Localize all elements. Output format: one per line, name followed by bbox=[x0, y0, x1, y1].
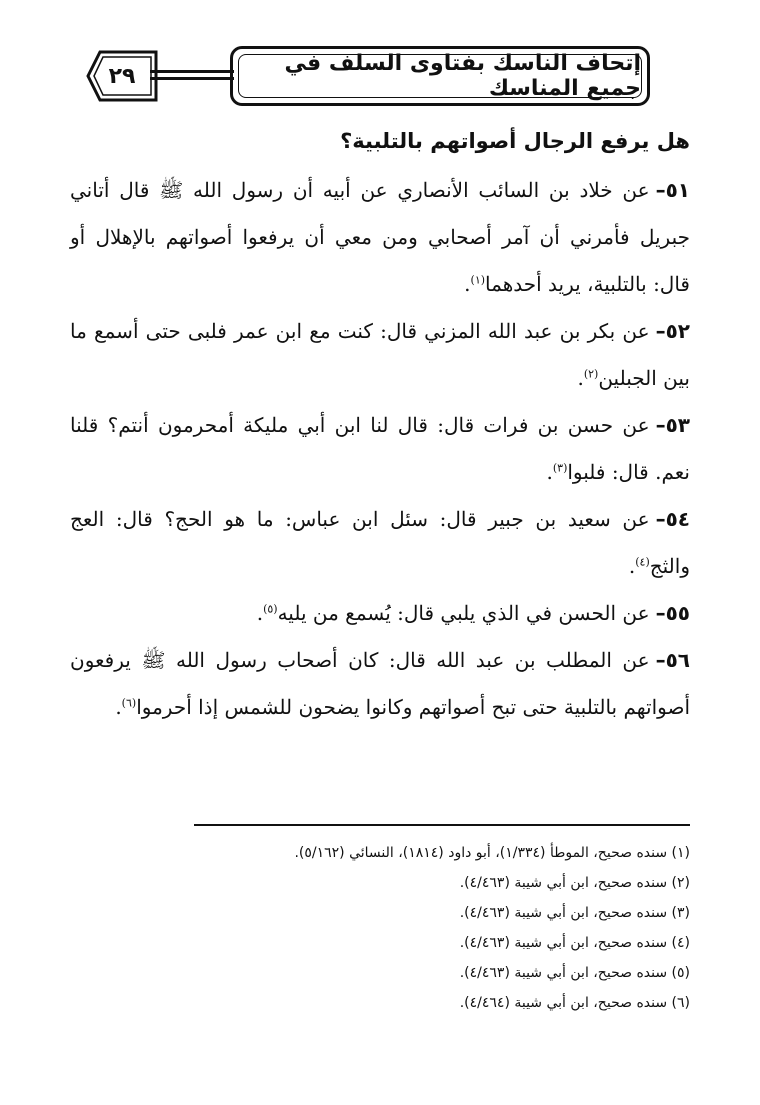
page-header bbox=[78, 46, 650, 112]
footnote-item: (٥) سنده صحيح، ابن أبي شيبة (٤/٤٦٣). bbox=[459, 965, 690, 981]
narration-text: عن حسن بن فرات قال: قال لنا ابن أبي مليكة أمحرمون أنتم؟ قلنا نعم. قال: فلبوا bbox=[70, 413, 690, 484]
footnote-reference[interactable]: (٥) bbox=[263, 602, 278, 616]
header-connector bbox=[150, 70, 234, 80]
footnote-divider bbox=[194, 824, 690, 826]
footnote-item: (٣) سنده صحيح، ابن أبي شيبة (٤/٤٦٣). bbox=[459, 905, 690, 921]
page-number: ٢٩ bbox=[108, 63, 136, 89]
narration-number: ٥٤– bbox=[655, 507, 690, 531]
narration-number: ٥٣– bbox=[655, 413, 690, 437]
narrations-list bbox=[70, 167, 690, 731]
book-title: إتحاف الناسك بفتاوى السلف في جميع المناسك bbox=[238, 54, 642, 98]
narration-text: عن المطلب بن عبد الله قال: كان أصحاب رسول الله ﷺ يرفعون أصواتهم بالتلبية حتى تبح أصواتهم وكانوا يضحون للشمس إذا أحرموا bbox=[70, 648, 690, 719]
footnote-reference[interactable]: (٣) bbox=[552, 461, 568, 475]
footnote-item: (٤) سنده صحيح، ابن أبي شيبة (٤/٤٦٣). bbox=[459, 935, 690, 951]
section-heading: هل يرفع الرجال أصواتهم بالتلبية؟ bbox=[340, 129, 690, 153]
footnote-item: (٢) سنده صحيح، ابن أبي شيبة (٤/٤٦٣). bbox=[459, 875, 690, 891]
footnote-reference[interactable]: (٦) bbox=[121, 696, 137, 710]
narration-number: ٥٥– bbox=[655, 601, 690, 625]
footnote-reference[interactable]: (٢) bbox=[583, 367, 599, 381]
narration-item: ٥٥–عن الحسن في الذي يلبي قال: يُسمع من يليه$^{(٥)}$. bbox=[256, 601, 690, 625]
footnotes bbox=[70, 838, 690, 1018]
main-text bbox=[70, 118, 690, 731]
narration-number: ٥٦– bbox=[655, 648, 690, 672]
narration-number: ٥٢– bbox=[655, 319, 690, 343]
narration-text: عن بكر بن عبد الله المزني قال: كنت مع ابن عمر فلبى حتى أسمع ما بين الجبلين bbox=[70, 319, 690, 390]
narration-number: ٥١– bbox=[655, 178, 690, 202]
narration-item: ٥١–عن خلاد بن السائب الأنصاري عن أبيه أن رسول الله ﷺ قال أتاني جبريل فأمرني أن آمر أصحابي ومن معي أن يرفعوا أصواتهم بالإهلال أو قال: بالتلبية، يريد أحدهما$^{(١)}$. bbox=[70, 178, 690, 296]
footnote-item: (١) سنده صحيح، الموطأ (١/٣٣٤)، أبو داود (١٨١٤)، النسائي (٥/١٦٢). bbox=[294, 845, 690, 861]
footnote-item: (٦) سنده صحيح، ابن أبي شيبة (٤/٤٦٤). bbox=[459, 995, 690, 1011]
narration-text: عن الحسن في الذي يلبي قال: يُسمع من يليه bbox=[277, 601, 650, 625]
footnote-reference[interactable]: (١) bbox=[470, 273, 486, 287]
page-number-badge bbox=[86, 50, 158, 102]
narration-item: ٥٦–عن المطلب بن عبد الله قال: كان أصحاب رسول الله ﷺ يرفعون أصواتهم بالتلبية حتى تبح أصواتهم وكانوا يضحون للشمس إذا أحرموا$^{(٦)}$. bbox=[70, 648, 690, 719]
title-frame bbox=[230, 46, 650, 106]
narration-item: ٥٣–عن حسن بن فرات قال: قال لنا ابن أبي مليكة أمحرمون أنتم؟ قلنا نعم. قال: فلبوا$^{(٣)}$. bbox=[70, 413, 690, 484]
narration-text: عن سعيد بن جبير قال: سئل ابن عباس: ما هو الحج؟ قال: العج والثج bbox=[70, 507, 690, 578]
narration-item: ٥٤–عن سعيد بن جبير قال: سئل ابن عباس: ما هو الحج؟ قال: العج والثج$^{(٤)}$. bbox=[70, 507, 690, 578]
narration-item: ٥٢–عن بكر بن عبد الله المزني قال: كنت مع ابن عمر فلبى حتى أسمع ما بين الجبلين$^{(٢)}$. bbox=[70, 319, 690, 390]
footnote-reference[interactable]: (٤) bbox=[635, 555, 650, 569]
narration-text: عن خلاد بن السائب الأنصاري عن أبيه أن رسول الله ﷺ قال أتاني جبريل فأمرني أن آمر أصحابي ومن معي أن يرفعوا أصواتهم بالإهلال أو قال: بالتلبية، يريد أحدهما bbox=[70, 178, 690, 296]
